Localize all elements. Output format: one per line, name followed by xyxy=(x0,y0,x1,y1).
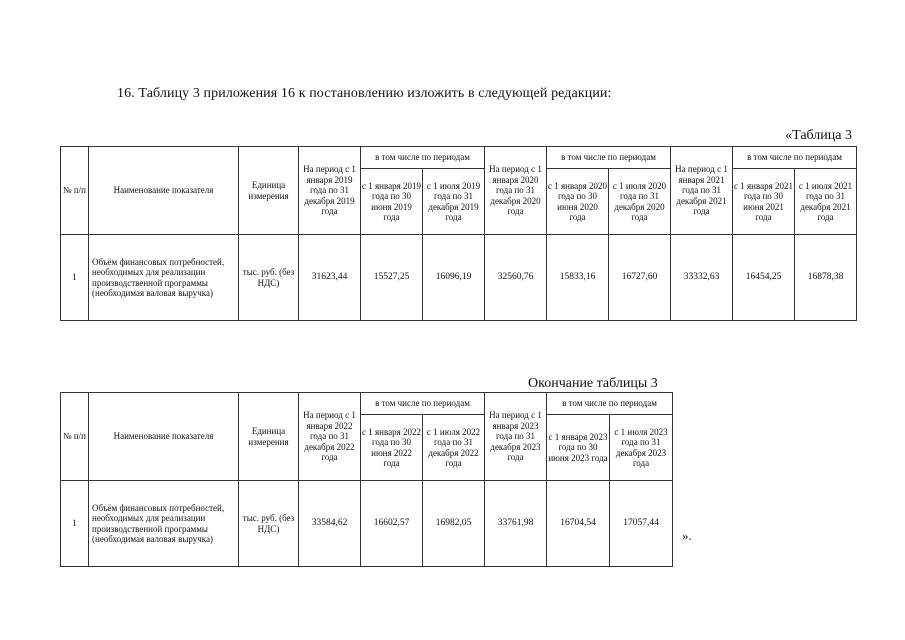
header-incl: в том числе по периодам xyxy=(733,147,857,169)
row-no: 1 xyxy=(61,481,89,567)
row-unit: тыс. руб. (без НДС) xyxy=(239,481,299,567)
value-cell: 16454,25 xyxy=(733,235,795,321)
header-half-2: с 1 июля 2022 года по 31 декабря 2022 года xyxy=(423,415,485,481)
value-cell: 33584,62 xyxy=(299,481,361,567)
header-period-total: На период с 1 января 2023 года по 31 декабря 2023 года xyxy=(485,393,547,481)
header-name: Наименование показателя xyxy=(89,147,239,235)
header-half-2: с 1 июля 2020 года по 31 декабря 2020 года xyxy=(609,169,671,235)
row-no: 1 xyxy=(61,235,89,321)
header-period-total: На период с 1 января 2022 года по 31 декабря 2022 года xyxy=(299,393,361,481)
header-incl: в том числе по периодам xyxy=(361,393,485,415)
value-cell: 16096,19 xyxy=(423,235,485,321)
value-cell: 16704,54 xyxy=(547,481,610,567)
value-cell: 31623,44 xyxy=(299,235,361,321)
table-row xyxy=(61,235,857,321)
value-cell: 32560,76 xyxy=(485,235,547,321)
header-incl: в том числе по периодам xyxy=(547,147,671,169)
header-incl: в том числе по периодам xyxy=(547,393,673,415)
header-half-2: с 1 июля 2023 года по 31 декабря 2023 года xyxy=(610,415,673,481)
tariff-table-2019-2021 xyxy=(60,146,857,321)
header-name: Наименование показателя xyxy=(89,393,239,481)
header-no: № п/п xyxy=(61,147,89,235)
header-unit: Единица измерения xyxy=(239,147,299,235)
header-half-1: с 1 января 2023 года по 30 июня 2023 года xyxy=(547,415,610,481)
row-indicator-name: Объём финансовых потребностей, необходимых для реализации производственной программы (необходимая валовая выручка) xyxy=(89,235,239,321)
value-cell: 17057,44 xyxy=(610,481,673,567)
header-period-total: На период с 1 января 2020 года по 31 декабря 2020 года xyxy=(485,147,547,235)
header-unit: Единица измерения xyxy=(239,393,299,481)
table-continuation-caption: Окончание таблицы 3 xyxy=(528,376,658,391)
header-half-1: с 1 января 2020 года по 30 июня 2020 года xyxy=(547,169,609,235)
tariff-table-2022-2023 xyxy=(60,392,673,567)
table-row xyxy=(61,481,673,567)
value-cell: 15833,16 xyxy=(547,235,609,321)
value-cell: 33761,98 xyxy=(485,481,547,567)
value-cell: 16727,60 xyxy=(609,235,671,321)
header-period-total: На период с 1 января 2019 года по 31 декабря 2019 года xyxy=(299,147,361,235)
header-half-2: с 1 июля 2019 года по 31 декабря 2019 года xyxy=(423,169,485,235)
header-incl: в том числе по периодам xyxy=(361,147,485,169)
header-half-2: с 1 июля 2021 года по 31 декабря 2021 года xyxy=(795,169,857,235)
value-cell: 16878,38 xyxy=(795,235,857,321)
value-cell: 33332,63 xyxy=(671,235,733,321)
closing-quote: ». xyxy=(682,528,692,543)
header-no: № п/п xyxy=(61,393,89,481)
amendment-text: 16. Таблицу 3 приложения 16 к постановлению изложить в следующей редакции: xyxy=(117,86,612,101)
value-cell: 16982,05 xyxy=(423,481,485,567)
header-half-1: с 1 января 2019 года по 30 июня 2019 года xyxy=(361,169,423,235)
header-half-1: с 1 января 2022 года по 30 июня 2022 года xyxy=(361,415,423,481)
row-unit: тыс. руб. (без НДС) xyxy=(239,235,299,321)
header-period-total: На период с 1 января 2021 года по 31 декабря 2021 года xyxy=(671,147,733,235)
value-cell: 15527,25 xyxy=(361,235,423,321)
table-caption: «Таблица 3 xyxy=(785,128,852,143)
header-half-1: с 1 января 2021 года по 30 июня 2021 года xyxy=(733,169,795,235)
row-indicator-name: Объём финансовых потребностей, необходимых для реализации производственной программы (необходимая валовая выручка) xyxy=(89,481,239,567)
value-cell: 16602,57 xyxy=(361,481,423,567)
